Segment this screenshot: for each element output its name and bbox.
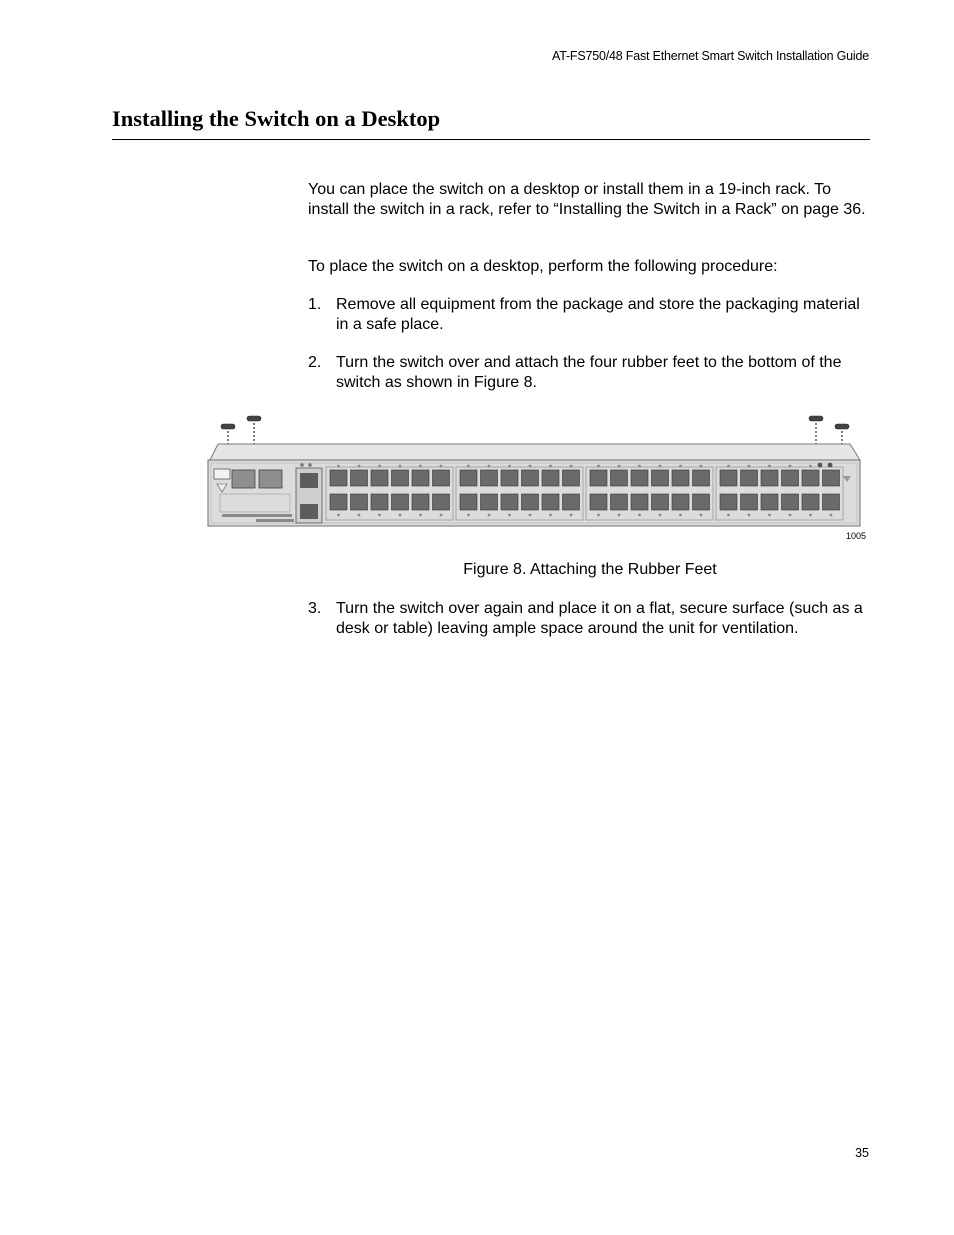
ethernet-port (590, 494, 607, 510)
ethernet-port (351, 494, 368, 510)
ethernet-port (522, 494, 539, 510)
ethernet-port (611, 494, 628, 510)
ethernet-port (330, 494, 347, 510)
figure-id-label: 1005 (845, 531, 866, 541)
port-led (727, 514, 730, 517)
ethernet-port (371, 470, 388, 486)
ethernet-port (720, 470, 737, 486)
page-number: 35 (855, 1146, 869, 1160)
port-led (748, 514, 751, 517)
intro-paragraph: You can place the switch on a desktop or install them in a 19-inch rack. To install the switch in a rack, refer to “Installing the Switch in a Rack” on page 36. (308, 181, 866, 218)
section-title: Installing the Switch on a Desktop (112, 106, 441, 131)
ethernet-port (823, 470, 840, 486)
port-led (830, 514, 833, 517)
ethernet-port (542, 470, 559, 486)
ethernet-port (522, 470, 539, 486)
ethernet-port (782, 470, 799, 486)
port-led (570, 514, 573, 517)
ethernet-port (460, 470, 477, 486)
running-header: AT-FS750/48 Fast Ethernet Smart Switch Installation Guide (552, 49, 869, 63)
port-led (618, 514, 621, 517)
port-led (549, 514, 552, 517)
port-led (488, 514, 491, 517)
ethernet-port (563, 494, 580, 510)
ethernet-port (672, 470, 689, 486)
step-number: 2. (308, 354, 322, 371)
switch-illustration (200, 408, 870, 548)
step-text: Remove all equipment from the package and store the packaging material in a safe place. (336, 296, 860, 333)
ethernet-port (802, 494, 819, 510)
ethernet-port (631, 494, 648, 510)
ethernet-port (433, 470, 450, 486)
step-3 (308, 599, 870, 639)
port-led (440, 514, 443, 517)
ethernet-port (412, 470, 429, 486)
port-led (358, 514, 361, 517)
ethernet-port (371, 494, 388, 510)
ethernet-port (823, 494, 840, 510)
step-number: 1. (308, 296, 322, 313)
ethernet-port (412, 494, 429, 510)
ethernet-port (631, 470, 648, 486)
ethernet-port (761, 494, 778, 510)
port-led (529, 514, 532, 517)
port-led (337, 514, 340, 517)
title-rule (112, 139, 870, 140)
step-text: Turn the switch over and attach the four rubber feet to the bottom of the switch as shown in Figure 8. (336, 354, 842, 391)
port-led (789, 514, 792, 517)
port-led (638, 514, 641, 517)
port-led (508, 514, 511, 517)
ethernet-port (330, 470, 347, 486)
ethernet-port (392, 470, 409, 486)
ethernet-port (433, 494, 450, 510)
port-led (679, 514, 682, 517)
port-led (419, 514, 422, 517)
switch-chassis (208, 444, 860, 526)
port-led (378, 514, 381, 517)
ethernet-port (481, 470, 498, 486)
ethernet-port (741, 494, 758, 510)
ethernet-port (481, 494, 498, 510)
ethernet-port (460, 494, 477, 510)
step-number: 3. (308, 600, 322, 617)
ethernet-port (720, 494, 737, 510)
ethernet-port (802, 470, 819, 486)
ethernet-port (652, 470, 669, 486)
step-2 (308, 353, 870, 393)
ethernet-port (563, 470, 580, 486)
ethernet-port (611, 470, 628, 486)
ethernet-port (782, 494, 799, 510)
ethernet-port (501, 470, 518, 486)
ethernet-port (741, 470, 758, 486)
step-text: Turn the switch over again and place it on a flat, secure surface (such as a desk or table) leaving ample space around the unit for ventilation. (336, 600, 863, 637)
ethernet-port (761, 470, 778, 486)
procedure-intro: To place the switch on a desktop, perform the following procedure: (308, 258, 778, 275)
figure-caption: Figure 8. Attaching the Rubber Feet (463, 561, 717, 578)
port-led (467, 514, 470, 517)
ethernet-port (542, 494, 559, 510)
ethernet-port (351, 470, 368, 486)
ethernet-port (693, 494, 710, 510)
port-led (700, 514, 703, 517)
ethernet-port (392, 494, 409, 510)
port-led (809, 514, 812, 517)
port-led (597, 514, 600, 517)
port-led (659, 514, 662, 517)
ethernet-port (652, 494, 669, 510)
step-1 (308, 295, 870, 335)
ethernet-port (590, 470, 607, 486)
ethernet-port (693, 470, 710, 486)
ethernet-port (501, 494, 518, 510)
port-led (399, 514, 402, 517)
ethernet-port (672, 494, 689, 510)
port-led (768, 514, 771, 517)
